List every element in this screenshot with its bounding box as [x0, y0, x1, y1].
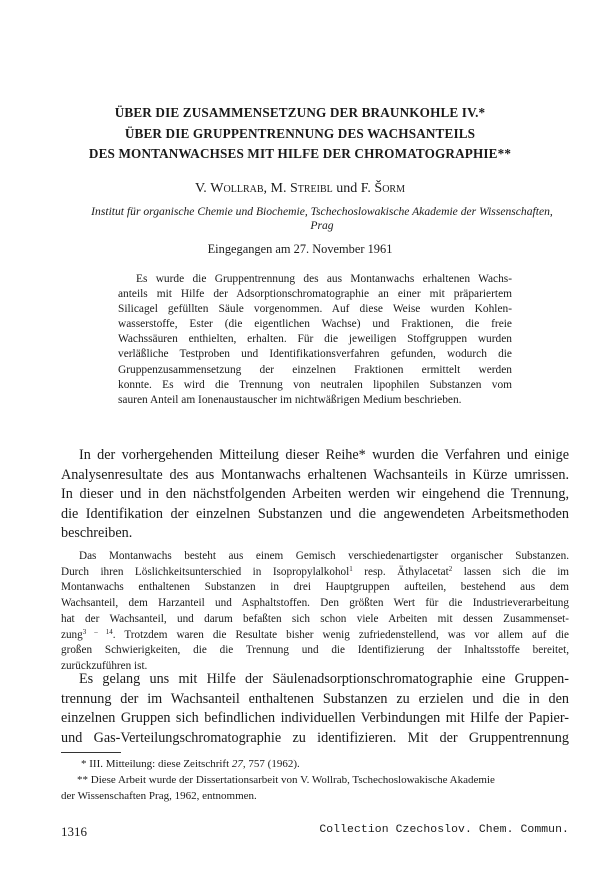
abstract	[118, 272, 512, 408]
reference-sup: 2	[448, 564, 453, 573]
author-3-name: Šorm	[374, 181, 405, 196]
paragraph-line: großen Schwierigkeiten, die die Trennung und die Identifizierung der Inhaltsstoffe bereitet,	[61, 644, 569, 657]
footnote-divider	[61, 752, 121, 753]
abstract-line: anteils mit Hilfe der Adsorptionschromatographie an einer mit präpariertem	[118, 288, 512, 301]
footnote-1	[61, 757, 569, 773]
paragraph-line	[61, 628, 569, 644]
author-2-initial: M.	[270, 181, 290, 196]
author-list	[40, 181, 560, 197]
author-1-initial: V.	[194, 181, 211, 196]
paragraph-background	[61, 549, 569, 675]
abstract-line: Silicagel gefüllten Säule vorgenommen. Auf diese Weise wurden Kohlen-	[118, 303, 512, 316]
footnote-2	[61, 773, 569, 804]
text-run: lassen sich die im	[452, 565, 569, 578]
abstract-line: Es wurde die Gruppentrennung des aus Montanwachs erhaltenen Wachs-	[136, 273, 512, 285]
paragraph-method	[61, 670, 569, 748]
text-run: Diese Arbeit wurde der Dissertationsarbeit von V. Wollrab, Tschechoslowakische Akademie	[90, 774, 495, 786]
reference-sup: 3 – 14	[82, 627, 113, 636]
paragraph-line: Es gelang uns mit Hilfe der Säulenadsorptionschromatographie eine Gruppen-	[79, 671, 569, 687]
received-date: Eingegangen am 27. November 1961	[207, 242, 393, 256]
paragraph-intro	[61, 446, 569, 544]
author-1-name: Wollrab	[210, 181, 264, 196]
footnote-mark: *	[81, 758, 90, 770]
abstract-line: sauren Anteil am Ionenaustauscher im nichtwäßrigen Medium beschrieben.	[118, 393, 462, 406]
paragraph-line: Analysenresultate des aus Montanwachs erhaltenen Wachsanteils in Kürze umrissen.	[61, 466, 569, 483]
title-line-2: ÜBER DIE GRUPPENTRENNUNG DES WACHSANTEILS	[124, 126, 476, 141]
paragraph-line: trennung der im Wachsanteil enthaltenen Substanzen zu erzielen und die in den	[61, 690, 569, 707]
affiliation-line-2: Prag	[310, 219, 334, 232]
footnote-line	[61, 773, 569, 789]
paragraph-line: In dieser und in den nächstfolgenden Arbeiten werden wir eingehend die Trennung,	[61, 486, 569, 503]
title-line-1: ÜBER DIE ZUSAMMENSETZUNG DER BRAUNKOHLE IV.*	[114, 105, 486, 120]
paragraph-line: zurückzuführen ist.	[61, 659, 148, 672]
text-run: Durch ihren Löslichkeitsunterschied in Isopropylalkohol	[61, 565, 350, 578]
reference-sup: 1	[349, 564, 353, 573]
text-run: . Trotzdem waren die Resultate bisher wenig zufriedenstellend, was vor allem auf die	[112, 628, 569, 641]
paragraph-line: beschreiben.	[61, 525, 133, 542]
paragraph-line: Wachsanteil, dem Harzanteil und Asphaltstoffen. Den größten Wert für die Industrieverarbeitung	[61, 597, 569, 610]
abstract-line: verläßliche Testproben und Identifikationsverfahren gefunden, wodurch die	[118, 348, 512, 361]
affiliation-line-1: Institut für organische Chemie und Biochemie, Tschechoslowakische Akademie der Wissenschaften,	[91, 205, 553, 218]
text-run: III. Mitteilung: diese Zeitschrift	[89, 758, 232, 770]
abstract-line: konnte. Es wird die Trennung von neutralen lipophilen Substanzen vom	[118, 378, 512, 391]
abstract-line: Gruppenzusammensetzung der einzelnen Fraktionen ermittelt werden	[118, 363, 512, 376]
paragraph-line	[61, 565, 569, 581]
author-3-initial: F.	[360, 181, 375, 196]
text-run: resp. Äthylacetat	[352, 565, 449, 578]
footnote-line: der Wissenschaften Prag, 1962, entnommen.	[61, 789, 257, 802]
author-2-name: Streibl	[289, 181, 333, 196]
text-run: 757 (1962).	[245, 758, 300, 770]
paragraph-line: und Gas-Verteilungschromatographie zu identifizieren. Mit der Gruppentrennung	[61, 729, 569, 746]
author-separator: und	[332, 181, 361, 196]
paragraph-line: Montanwachs enthaltenen Substanzen in drei Hauptgruppen aufteilen, bestehend aus dem	[61, 581, 569, 594]
paragraph-line: die Identifikation der einzelnen Substanzen und die angewendeten Arbeitsmethoden	[61, 505, 569, 522]
author-separator: ,	[263, 181, 271, 196]
paragraph-line: Das Montanwachs besteht aus einem Gemisch verschiedenartigster organischer Substanzen.	[79, 550, 569, 562]
journal-name: Collection Czechoslov. Chem. Commun.	[319, 824, 569, 836]
paragraph-line: hat der Wachsanteil, und darum befaßten sich schon viele Arbeiten mit dessen Zusammenset-	[61, 612, 569, 625]
title-line-3: DES MONTANWACHSES MIT HILFE DER CHROMATOGRAPHIE**	[88, 146, 512, 161]
text-run: zung	[61, 628, 83, 641]
abstract-line: Wachssäuren enthielten, erhalten. Für die jeweiligen Stoffgruppen wurden	[118, 333, 512, 346]
footnote-line	[61, 757, 569, 773]
paragraph-line: In der vorhergehenden Mitteilung dieser Reihe* wurden die Verfahren und einige	[79, 447, 569, 463]
abstract-line: wasserstoffe, Ester (die eigentlichen Wachse) und Fraktionen, die freie	[118, 318, 512, 331]
volume-number: 27,	[231, 758, 246, 770]
page-number: 1316	[61, 824, 87, 839]
footnote-mark: **	[77, 774, 91, 786]
paragraph-line: einzelnen Gruppen sich befindlichen individuellen Verbindungen mit Hilfe der Papier-	[61, 710, 569, 727]
